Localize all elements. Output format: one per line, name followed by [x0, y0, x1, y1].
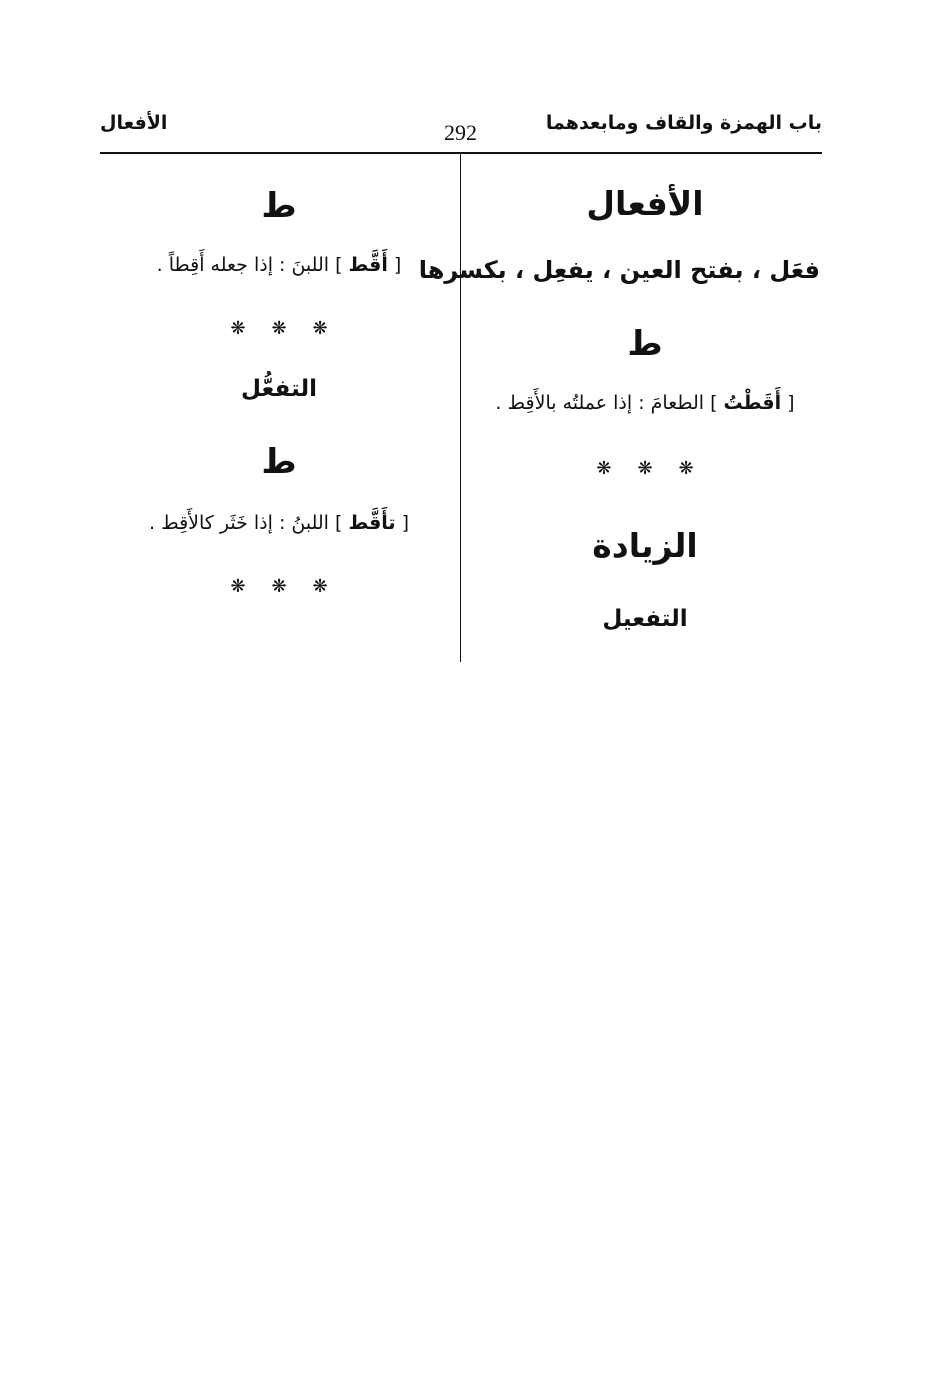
asterism-icon: ❋	[271, 318, 287, 339]
dictionary-entry	[470, 392, 820, 414]
bracket-close: ]	[710, 392, 718, 414]
bracket-close: ]	[335, 512, 343, 534]
entry-definition: الطعامَ : إذا عملتُه بالأَقِط .	[495, 392, 705, 414]
header-rule	[100, 152, 822, 154]
section-separator	[104, 576, 454, 597]
running-head-chapter: باب الهمزة والقاف ومابعدهما	[545, 112, 822, 134]
section-separator	[104, 318, 454, 339]
bracket-open: [	[393, 254, 402, 276]
section-separator	[470, 458, 820, 479]
form-heading-taf-il: التفعيل	[602, 606, 688, 632]
dictionary-entry	[104, 254, 454, 276]
page-number: 292	[444, 120, 477, 145]
root-letter-heading: ط	[261, 186, 297, 226]
asterism-icon: ❋	[312, 576, 328, 597]
asterism-icon: ❋	[230, 576, 246, 597]
asterism-icon: ❋	[637, 458, 653, 479]
column-divider	[460, 154, 461, 662]
asterism-icon: ❋	[596, 458, 612, 479]
section-title-verbs: الأفعال	[586, 184, 704, 223]
bracket-close: ]	[335, 254, 343, 276]
entry-headword: تأَقَّط	[348, 512, 396, 534]
form-heading-tafa-ul: التفعُّل	[241, 376, 317, 402]
root-letter-heading: ط	[627, 324, 663, 364]
asterism-icon: ❋	[271, 576, 287, 597]
asterism-icon: ❋	[312, 318, 328, 339]
running-head-section: الأفعال	[100, 112, 168, 134]
asterism-icon: ❋	[678, 458, 694, 479]
bracket-open: [	[787, 392, 795, 414]
section-title-augmentation: الزيادة	[592, 526, 698, 565]
bracket-open: [	[401, 512, 409, 534]
entry-definition: اللبنُ : إذا خَثَر كالأَقِط .	[148, 512, 329, 534]
entry-headword: أَقَّط	[348, 254, 388, 276]
dictionary-entry	[104, 512, 454, 534]
root-letter-heading: ط	[261, 442, 297, 482]
entry-headword: أَقَطْتُ	[723, 392, 782, 414]
asterism-icon: ❋	[230, 318, 246, 339]
verb-pattern-heading: فعَل ، بفتح العين ، يفعِل ، بكسرها	[418, 256, 820, 284]
entry-definition: اللبنَ : إذا جعله أَقِطاً .	[156, 254, 330, 276]
